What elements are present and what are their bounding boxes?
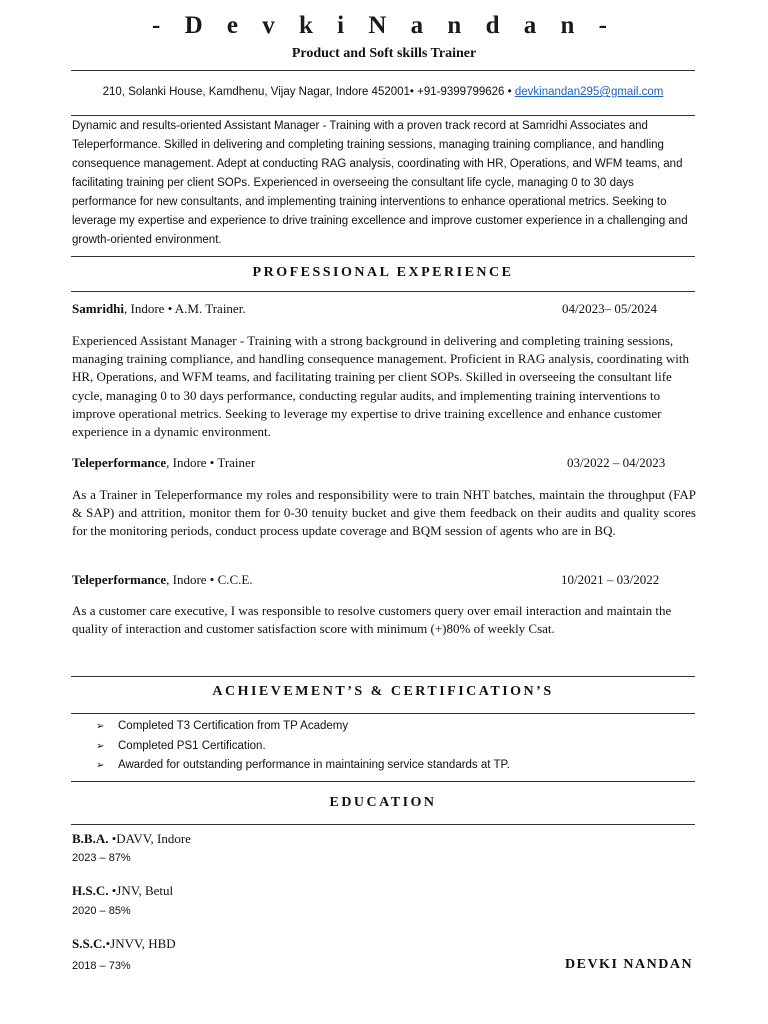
education-degree xyxy=(72,936,176,952)
divider xyxy=(71,256,695,257)
job-dates: 04/2023– 05/2024 xyxy=(562,301,657,316)
degree-name: S.S.C. xyxy=(72,936,106,951)
arrow-bullet-icon: ➢ xyxy=(96,760,105,771)
school-name: •JNV, Betul xyxy=(108,883,174,898)
section-title-education: EDUCATION xyxy=(329,795,437,810)
email-link[interactable]: devkinandan295@gmail.com xyxy=(514,86,664,98)
job-company: Teleperformance xyxy=(72,455,167,470)
divider xyxy=(71,291,695,292)
job-details: , Indore • Trainer xyxy=(166,455,256,470)
education-degree xyxy=(72,831,191,847)
job-dates: 10/2021 – 03/2022 xyxy=(561,572,660,587)
divider xyxy=(71,70,695,71)
divider xyxy=(71,676,695,677)
list-item xyxy=(96,717,510,737)
education-year: 2018 – 73% xyxy=(72,960,131,972)
achievement-text: Awarded for outstanding performance in maintaining service standards at TP. xyxy=(118,759,510,771)
education-year: 2023 – 87% xyxy=(72,852,131,864)
divider xyxy=(71,713,695,714)
achievement-text: Completed PS1 Certification. xyxy=(118,739,266,752)
section-title-experience: PROFESSIONAL EXPERIENCE xyxy=(252,265,514,280)
job-company: Samridhi xyxy=(72,301,125,316)
job-description: Experienced Assistant Manager - Training with a strong background in delivering and completing training sessions, managing training compliance, and handling consequence management. Proficient in RAG analysis, coordinating with HR, Operations, and WFM teams, and facilitating training per client SOPs. Skilled in overseeing the consultant life cycle, managing 0 to 30 days performance, conducting regular audits, and implementing training interventions to improve operational metrics. Seeking to leverage my expertise to drive training excellence and enhance customer experience in a dynamic environment. xyxy=(72,333,689,440)
divider xyxy=(71,115,695,116)
divider xyxy=(71,824,695,825)
degree-name: H.S.C. xyxy=(72,883,109,898)
job-company: Teleperformance xyxy=(72,572,167,587)
job-dates: 03/2022 – 04/2023 xyxy=(567,455,666,470)
contact-address-phone: 210, Solanki House, Kamdhenu, Vijay Nagar, Indore 452001• +91-9399799626 • xyxy=(102,86,515,98)
professional-summary: Dynamic and results-oriented Assistant Manager - Training with a proven track record at Samridhi Associates and Teleperformance. Skilled in delivering and completing training sessions, managing training compliance, and handling consequence management. Adept at conducting RAG analysis, coordinating with HR, Operations, and WFM teams, and facilitating training per client SOPs. Experienced in overseeing the consultant life cycle, managing 0 to 30 days performance for new consultants, and implementing training interventions to enhance operational metrics. Seeking to leverage my expertise and experience to drive training excellence and improve customer experience in a challenging and growth-oriented environment. xyxy=(72,120,688,246)
achievement-list xyxy=(96,717,510,776)
school-name: •JNVV, HBD xyxy=(105,936,176,951)
arrow-bullet-icon: ➢ xyxy=(96,721,105,732)
candidate-title: Product and Soft skills Trainer xyxy=(291,46,477,61)
achievement-text: Completed T3 Certification from TP Academy xyxy=(118,720,349,732)
school-name: •DAVV, Indore xyxy=(108,831,191,846)
list-item xyxy=(96,756,510,776)
list-item xyxy=(96,737,510,757)
education-degree xyxy=(72,883,173,899)
candidate-name: - D e v k i N a n d a n - xyxy=(152,12,616,39)
contact-line xyxy=(71,86,695,98)
job-description: As a Trainer in Teleperformance my roles and responsibility were to train NHT batches, maintain the throughput (FAP & SAP) and attrition, monitor them for 0-30 tenuity bucket and give them feedback on their audits and quality scores for the monitoring periods, conduct process update coverage and BQM session of agents who are in BQ. xyxy=(72,487,696,539)
signature-name: DEVKI NANDAN xyxy=(565,957,694,972)
section-title-achievements: ACHIEVEMENT’S & CERTIFICATION’S xyxy=(212,684,554,699)
divider xyxy=(71,781,695,782)
job-details: , Indore • A.M. Trainer. xyxy=(124,301,246,316)
arrow-bullet-icon: ➢ xyxy=(96,740,105,752)
job-details: , Indore • C.C.E. xyxy=(166,572,253,587)
degree-name: B.B.A. xyxy=(72,831,109,846)
job-description: As a customer care executive, I was responsible to resolve customers query over email interaction and maintain the quality of interaction and customer satisfaction score with minimum (+)80% of weekly Csat. xyxy=(72,603,672,637)
education-year: 2020 – 85% xyxy=(72,905,131,917)
